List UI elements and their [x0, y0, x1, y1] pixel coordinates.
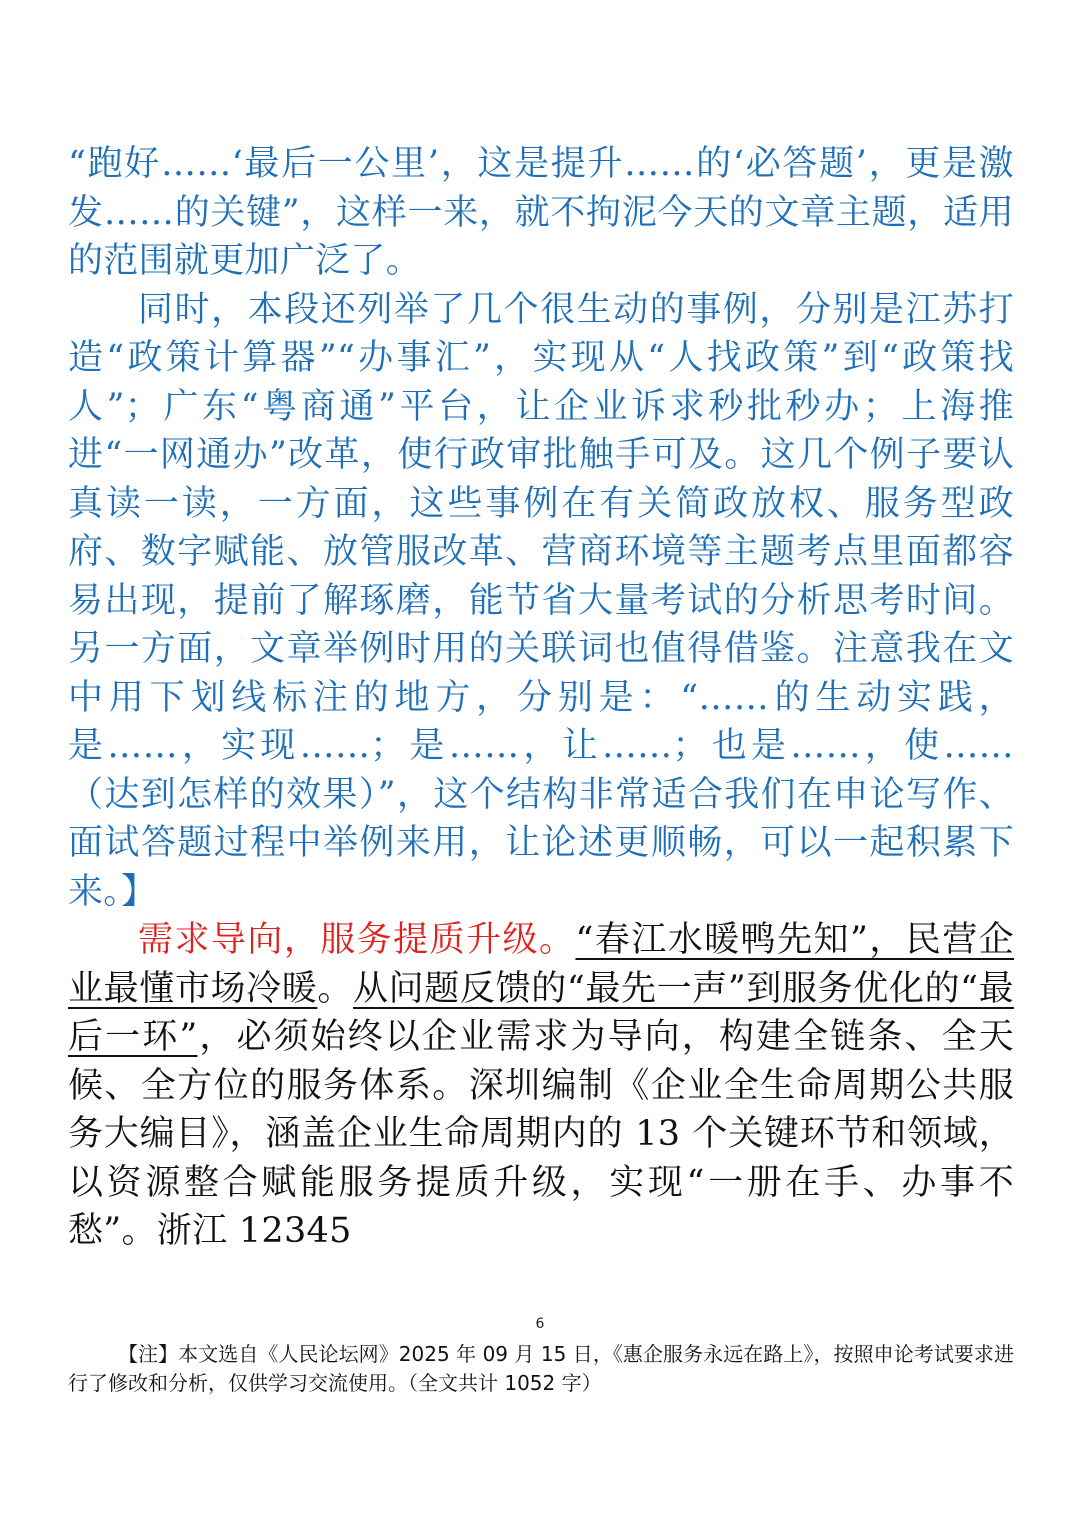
underlined-phrase-2: 从问题反馈的“最先一声”到服务优化的“最后一环”: [68, 968, 1014, 1057]
page-number: 6: [535, 1316, 545, 1332]
footnote-text: 【注】本文选自《人民论坛网》2025 年 09 月 15 日，《惠企服务永远在路上》，按照申论考试要求进行了修改和分析，仅供学习交流使用。（全文共计 1052 字）: [68, 1342, 1014, 1395]
commentary-block: [68, 140, 1014, 916]
article-paragraph: [68, 916, 1014, 1256]
article-body-text: ，必须始终以企业需求为导向，构建全链条、全天候、全方位的服务体系。深圳编制《企业全生命周期公共服务大编目》，涵盖企业生命周期内的 13 个关键环节和领域，以资源整合赋能服务提质升级，实现“一册在手、办事不愁”。浙江 12345: [68, 1017, 1014, 1251]
underlined-phrase-1: “春江水暖鸭先知”，民营企业最懂市场冷暖: [68, 920, 1014, 1009]
section-heading: 需求导向，服务提质升级。: [138, 920, 576, 960]
sentence-separator: 。: [317, 968, 354, 1009]
footnote: [68, 1340, 1014, 1398]
commentary-paragraph-2: 同时，本段还列举了几个很生动的事例，分别是江苏打造“政策计算器”“办事汇”，实现从“人找政策”到“政策找人”；广东“粤商通”平台，让企业诉求秒批秒办；上海推进“一网通办”改革，使行政审批触手可及。这几个例子要认真读一读，一方面，这些事例在有关简政放权、服务型政府、数字赋能、放管服改革、营商环境等主题考点里面都容易出现，提前了解琢磨，能节省大量考试的分析思考时间。另一方面，文章举例时用的关联词也值得借鉴。注意我在文中用下划线标注的地方，分别是：“……的生动实践，是……，实现……；是……，让……；也是……，使……（达到怎样的效果）”，这个结构非常适合我们在申论写作、面试答题过程中举例来用，让论述更顺畅，可以一起积累下来。】: [68, 289, 1014, 912]
body-text: [68, 140, 1014, 1256]
commentary-paragraph-1: “跑好……‘最后一公里’，这是提升……的‘必答题’，更是激发……的关键”，这样一来，就不拘泥今天的文章主题，适用的范围就更加广泛了。: [68, 144, 1014, 281]
article-block: [68, 916, 1014, 1256]
